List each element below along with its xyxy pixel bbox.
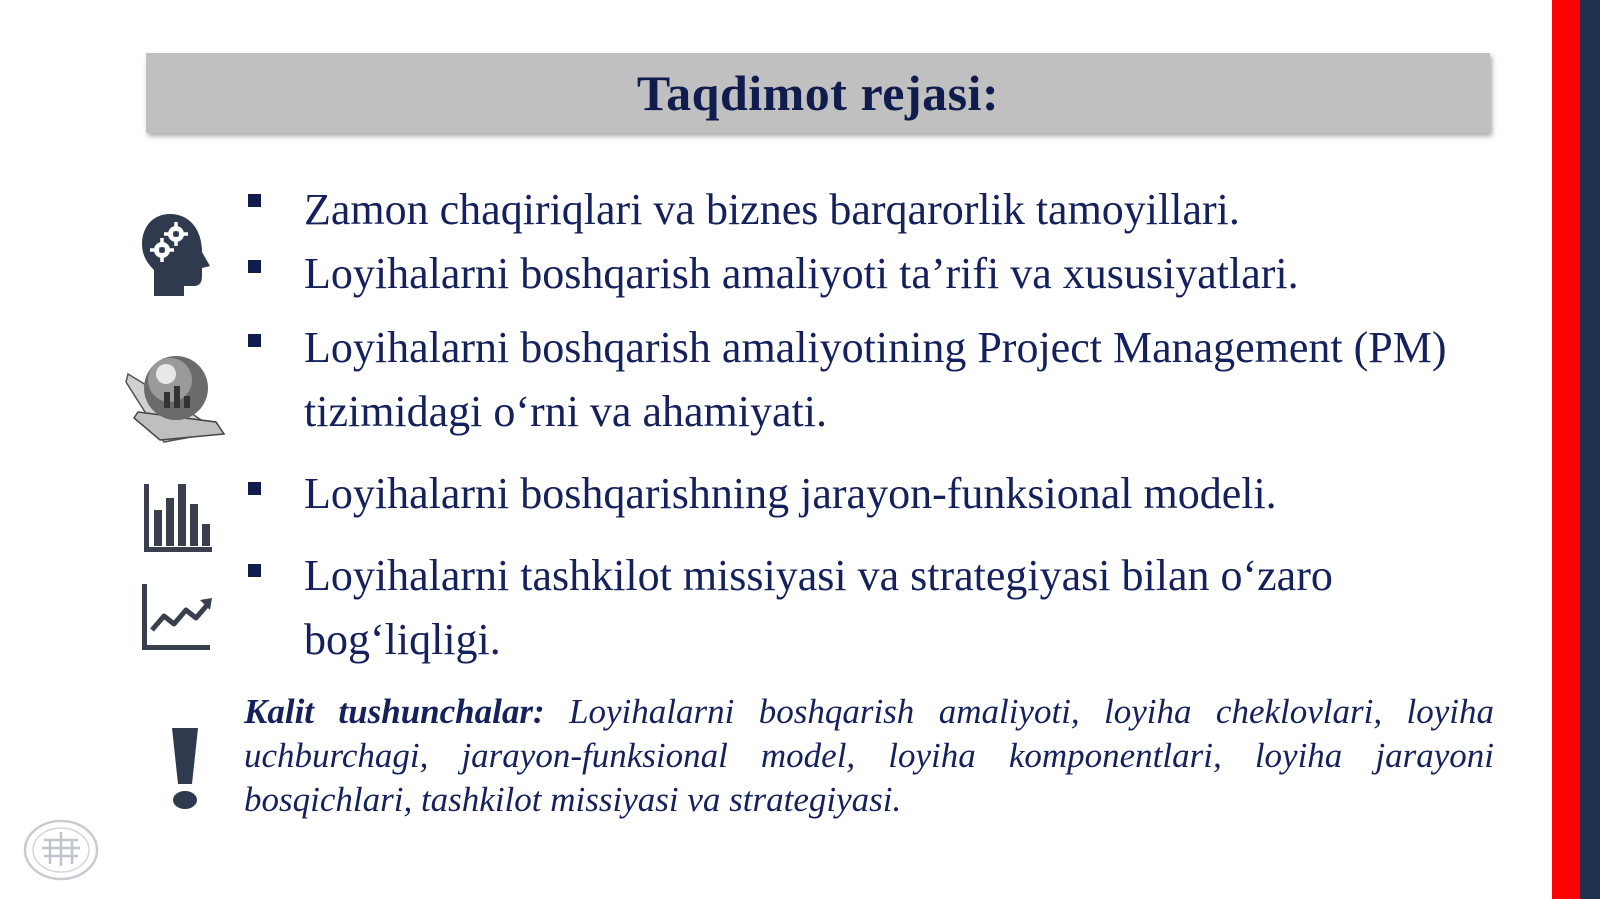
university-logo-icon xyxy=(22,818,100,882)
bullet-marker xyxy=(248,260,261,273)
red-side-bar xyxy=(1552,0,1580,899)
bullet-marker xyxy=(248,334,261,347)
key-concepts-text: Loyihalarni boshqarish amaliyoti, loyiha cheklovlari, loyiha uchburchagi, jarayon-funksional model, loyiha komponentlari, loyiha jarayoni bosqichlari, tashkilot missiyasi va strategiyasi. xyxy=(244,692,1494,819)
bullet-text: Loyihalarni boshqarish amaliyotining Project Management (PM) tizimidagi o‘rni va ahamiyati. xyxy=(304,323,1447,436)
bullet-marker xyxy=(248,564,261,577)
key-concepts-paragraph xyxy=(244,690,1494,822)
bullet-marker xyxy=(248,482,261,495)
bullet-text: Zamon chaqiriqlari va biznes barqarorlik tamoyillari. xyxy=(304,185,1240,234)
slide-title: Taqdimot rejasi: xyxy=(636,65,1000,121)
bullet-text: Loyihalarni boshqarishning jarayon-funksional modeli. xyxy=(304,469,1277,518)
exclamation-icon xyxy=(170,728,200,810)
line-chart-icon xyxy=(142,584,214,652)
title-banner xyxy=(146,53,1490,133)
key-concepts-label: Kalit tushunchalar: xyxy=(244,692,545,731)
navy-side-bar xyxy=(1580,0,1600,899)
bullet-marker xyxy=(248,194,261,207)
head-gears-icon xyxy=(140,212,212,296)
bar-chart-icon xyxy=(142,484,214,554)
bullet-text: Loyihalarni tashkilot missiyasi va strategiyasi bilan o‘zaro bog‘liqligi. xyxy=(304,551,1333,664)
bullet-text: Loyihalarni boshqarish amaliyoti ta’rifi va xususiyatlari. xyxy=(304,249,1299,298)
globe-laptop-icon xyxy=(124,352,228,444)
